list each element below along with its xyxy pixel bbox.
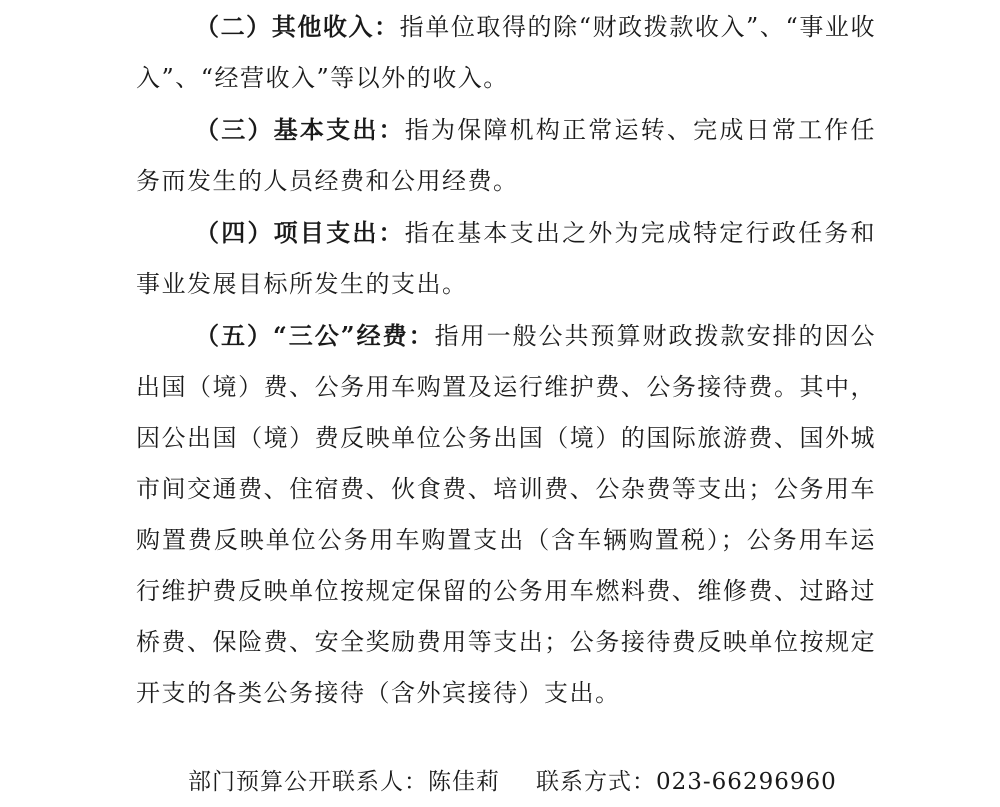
paragraph-text: 指在基本支出之外为完成特定行政任务和事业发展目标所发生的支出。: [136, 219, 877, 298]
paragraph-text: 指单位取得的除“财政拨款收入”、“事业收入”、“经营收入”等以外的收入。: [136, 13, 877, 92]
phone-number: 023-66296960: [656, 769, 837, 795]
phone-label: 联系方式：: [536, 769, 656, 795]
contact-label: 部门预算公开联系人：: [188, 769, 428, 795]
paragraph-other-income: [136, 1, 876, 104]
paragraph-three-public-expenses: [136, 310, 876, 719]
paragraph-text: 指为保障机构正常运转、完成日常工作任务而发生的人员经费和公用经费。: [136, 116, 877, 195]
paragraph-text: 指用一般公共预算财政拨款安排的因公出国（境）费、公务用车购置及运行维护费、公务接待费。其中，因公出国（境）费反映单位公务出国（境）的国际旅游费、国外城市间交通费、住宿费、伙食费、培训费、公杂费等支出；公务用车购置费反映单位公务用车购置支出（含车辆购置税）；公务用车运行维护费反映单位按规定保留的公务用车燃料费、维修费、过路过桥费、保险费、安全奖励费用等支出；公务接待费反映单位按规定开支的各类公务接待（含外宾接待）支出。: [136, 322, 877, 707]
paragraph-project-expenditure: [136, 207, 876, 310]
contact-footer: [188, 760, 837, 804]
paragraph-basic-expenditure: [136, 104, 876, 207]
paragraph-heading: （五）“三公”经费：: [195, 321, 435, 350]
document-body: [136, 0, 876, 719]
contact-name: 陈佳莉: [428, 769, 500, 795]
paragraph-heading: （四）项目支出：: [195, 218, 405, 247]
paragraph-heading: （三）基本支出：: [195, 115, 405, 144]
paragraph-heading: （二）其他收入：: [195, 12, 400, 41]
